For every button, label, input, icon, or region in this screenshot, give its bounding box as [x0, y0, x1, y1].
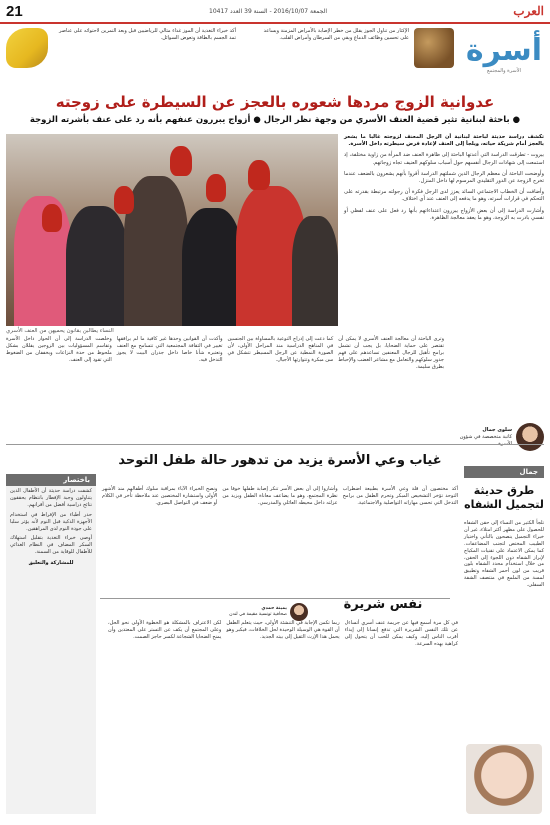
section-header	[464, 34, 544, 84]
divider	[6, 444, 544, 445]
avatar	[516, 423, 544, 451]
teaser-banana[interactable]	[6, 28, 236, 82]
protest-photo[interactable]	[6, 134, 338, 326]
body-paragraph: في كل مرة أسمع فيها عن جريمة عنف أسري أتساءل عن تلك النفس الشريرة التي تدفع إنسانا إلى إيذاء أقرب الناس إليه، وكيف يمكن للحب أن يتحول إلى كراهية بهذه السرعة.	[344, 620, 458, 647]
second-body	[102, 486, 458, 594]
lead-paragraph: وأضافت أن الخطاب الاجتماعي السائد يعزز لدى الرجل فكرة أن رجولته مرتبطة بقدرته على التحكم في قرارات أسرته، وهو ما يدفعه إلى العنف عند أي اختلاف.	[344, 189, 544, 203]
body-paragraph: لكن الاعتراف بالمشكلة هو الخطوة الأولى نحو الحل، وعلى المجتمع أن يكف عن التستر على المعتدين وأن يمنح الضحايا الشجاعة لكسر حاجز الصمت.	[108, 620, 222, 640]
column-author	[208, 603, 308, 621]
side-body	[464, 520, 544, 750]
avatar	[290, 603, 308, 621]
body-paragraph: ربما تكمن الإجابة في التنشئة الأولى، حيث يتعلم الطفل أن القوة هي الوسيلة الوحيدة لحل الخلافات، فيكبر وهو يحمل هذا الإرث الثقيل إلى بيته الجديد.	[226, 620, 340, 640]
second-headline: غياب وعي الأسرة يزيد من تدهور حالة طفل التوحد	[118, 453, 442, 468]
column-body	[108, 620, 458, 815]
lead-paragraph: وأوضحت الباحثة أن معظم الرجال الذين شملتهم الدراسة أقروا بأنهم يشعرون بالضعف عندما تخرج الزوجة عن الدور التقليدي المرسوم لها داخل المنزل.	[344, 170, 544, 185]
section-subtitle: الأسرة والمجتمع	[487, 68, 521, 74]
lead-paragraph: بيروت - تطرقت الدراسة التي أعدتها الباحثة إلى ظاهرة العنف ضد المرأة من زاوية مختلفة، إذ استمعت إلى شهادات الرجال أنفسهم حول أسباب سلوكهم العنيف تجاه زوجاتهم.	[344, 152, 544, 166]
body-paragraph: وترى الباحثة أن معالجة العنف الأسري لا يمكن أن تقتصر على حماية الضحايا، بل يجب أن تشمل برامج تأهيل للرجال المعنفين تساعدهم على فهم جذور سلوكهم والتعامل مع مشاعر الغضب والإحباط بطرق سليمة.	[338, 336, 444, 370]
lead-paragraph: وأشارت الدراسة إلى أن بعض الأزواج يبررون اعتداءاتهم بأنها رد فعل على عنف لفظي أو نفسي بادرت به الزوجة، وهو ما يعقد معالجة الظاهرة.	[344, 207, 544, 221]
issue-date: الجمعة 2016/10/07 - السنة 39 العدد 10417	[209, 7, 327, 15]
red-hand	[206, 174, 226, 202]
photo-caption: النساء يطالبن بقانون يحميهن من العنف الأسري	[6, 328, 114, 334]
body-paragraph: وأكدت أن القوانين وحدها غير كافية ما لم يرافقها تغيير في الثقافة المجتمعية التي تتسامح مع العنف وتعتبره شأنا خاصا داخل جدران البيت لا يجوز التدخل فيه.	[116, 336, 223, 363]
body-paragraph: أكد مختصون أن قلة وعي الأسرة بطبيعة اضطراب التوحد تؤخر التشخيص المبكر وتحرم الطفل من برامج التدخل التي تحسن مهاراته التواصلية والاجتماعية.	[342, 486, 458, 506]
section-title: أسرة	[465, 33, 543, 68]
author-role: كاتبة متخصصة في شؤون	[459, 433, 512, 440]
teaser-text: الإكثار من تناول الجوز يقلل من خطر الإصابة بالأمراض المزمنة ويساعد على تحسين وظائف الدماغ ويقي من السرطان وأمراض القلب.	[263, 28, 409, 41]
author-role: صحافية تونسية مقيمة في لندن	[229, 612, 287, 617]
lips-photo[interactable]	[466, 744, 542, 814]
photo-figure	[182, 208, 242, 326]
red-hand	[114, 186, 134, 214]
main-headline: عدوانية الزوج مردها شعوره بالعجز عن السيطرة على زوجته	[55, 93, 495, 111]
brief-box	[6, 474, 96, 814]
photo-figure	[292, 216, 338, 326]
brief-item: حذر أطباء من الإفراط في استخدام الأجهزة الذكية قبل النوم لأنه يؤثر سلبا على جودة النوم لدى المراهقين.	[10, 511, 92, 532]
brief-item: أوصى خبراء التغذية بتقليل استهلاك السكر المضاف في النظام الغذائي للأطفال للوقاية من السمنة.	[10, 535, 92, 556]
side-paragraph: تلجأ الكثير من النساء إلى حقن الشفاه للحصول على مظهر أكثر امتلاء، غير أن خبراء التجميل ينصحون بالتأني واختيار الطبيب المختص لتجنب المضاعفات. كما يمكن الاعتماد على تقنيات المكياج لإبراز الشفاه دون اللجوء إلى الحقن، من خلال استخدام محدد الشفاه بلون قريب من لون أحمر الشفاه وتطبيق لمسة من الملمع في منتصف الشفة السفلى.	[464, 520, 544, 589]
red-hand	[170, 146, 192, 176]
main-subhead: ● باحثة لبنانية تثير قضية العنف الأسري من وجهة نظر الرجال ● أزواج يبررون عنفهم بأنه رد على عنف بأشرته الزوجة	[29, 115, 521, 125]
brief-label: باختصار	[6, 474, 96, 486]
brief-signature: للمشاركة والتعليق	[28, 560, 74, 567]
red-hand	[42, 204, 62, 232]
banana-image	[6, 28, 48, 68]
page-number: 21	[6, 2, 23, 20]
author-name: سلوى جمال	[482, 426, 512, 433]
body-paragraph: وخلصت الدراسة إلى أن الحوار داخل الأسرة وتقاسم المسؤوليات بين الزوجين يقللان بشكل ملحوظ من حدة النزاعات ويخففان من الضغوط التي تقود إلى العنف.	[6, 336, 112, 363]
column-title: نفس شريرة	[343, 597, 423, 612]
photo-figure	[66, 206, 128, 326]
teaser-walnut[interactable]	[254, 28, 454, 82]
side-title: طرق حديثة لتجميل الشفاه	[464, 484, 544, 511]
author-block	[454, 420, 544, 454]
page-header	[0, 0, 550, 24]
newspaper-logo: العرب	[513, 4, 544, 18]
lead-intro: تكشف دراسة حديثة لباحثة لبنانية أن الرجل المعنف لزوجته غالبا ما يشعر بالعجز أمام شريكة حياته، ويلجأ إلى العنف لإعادة فرض سيطرته داخل الأسرة.	[344, 134, 544, 148]
red-hand	[248, 160, 270, 190]
teaser-text: أكد خبراء التغذية أن الموز غذاء مثالي للرياضيين قبل وبعد التمرين لاحتوائه على عناصر تمد الجسم بالطاقة وتعوض السوائل.	[59, 28, 236, 41]
body-paragraph: ونصح الخبراء الآباء بمراقبة سلوك أطفالهم منذ الأشهر الأولى واستشارة المختصين عند ملاحظة تأخر في الكلام أو ضعف في التواصل البصري.	[102, 486, 218, 506]
body-paragraph: كما دعت إلى إدراج التوعية بالمساواة بين الجنسين في المناهج الدراسية منذ المراحل الأولى، لأن الصورة النمطية عن الرجل المسيطر تتشكل في سن مبكرة وتتوارثها الأجيال.	[227, 336, 334, 363]
brief-item: كشفت دراسة حديثة أن الأطفال الذين يتناولون وجبة الإفطار بانتظام يحققون نتائج دراسية أفضل من أقرانهم.	[10, 488, 92, 508]
walnut-image	[414, 28, 454, 68]
side-section-label: جمال	[464, 466, 544, 478]
body-paragraph: وأشاروا إلى أن بعض الأسر تنكر إصابة طفلها خوفا من نظرة المجتمع، وهو ما يضاعف معاناة الطفل ويزيد من عزلته داخل محيطه العائلي والمدرسي.	[222, 486, 338, 506]
author-name: يمينة حمدي	[261, 606, 287, 611]
lead-column	[344, 134, 544, 226]
